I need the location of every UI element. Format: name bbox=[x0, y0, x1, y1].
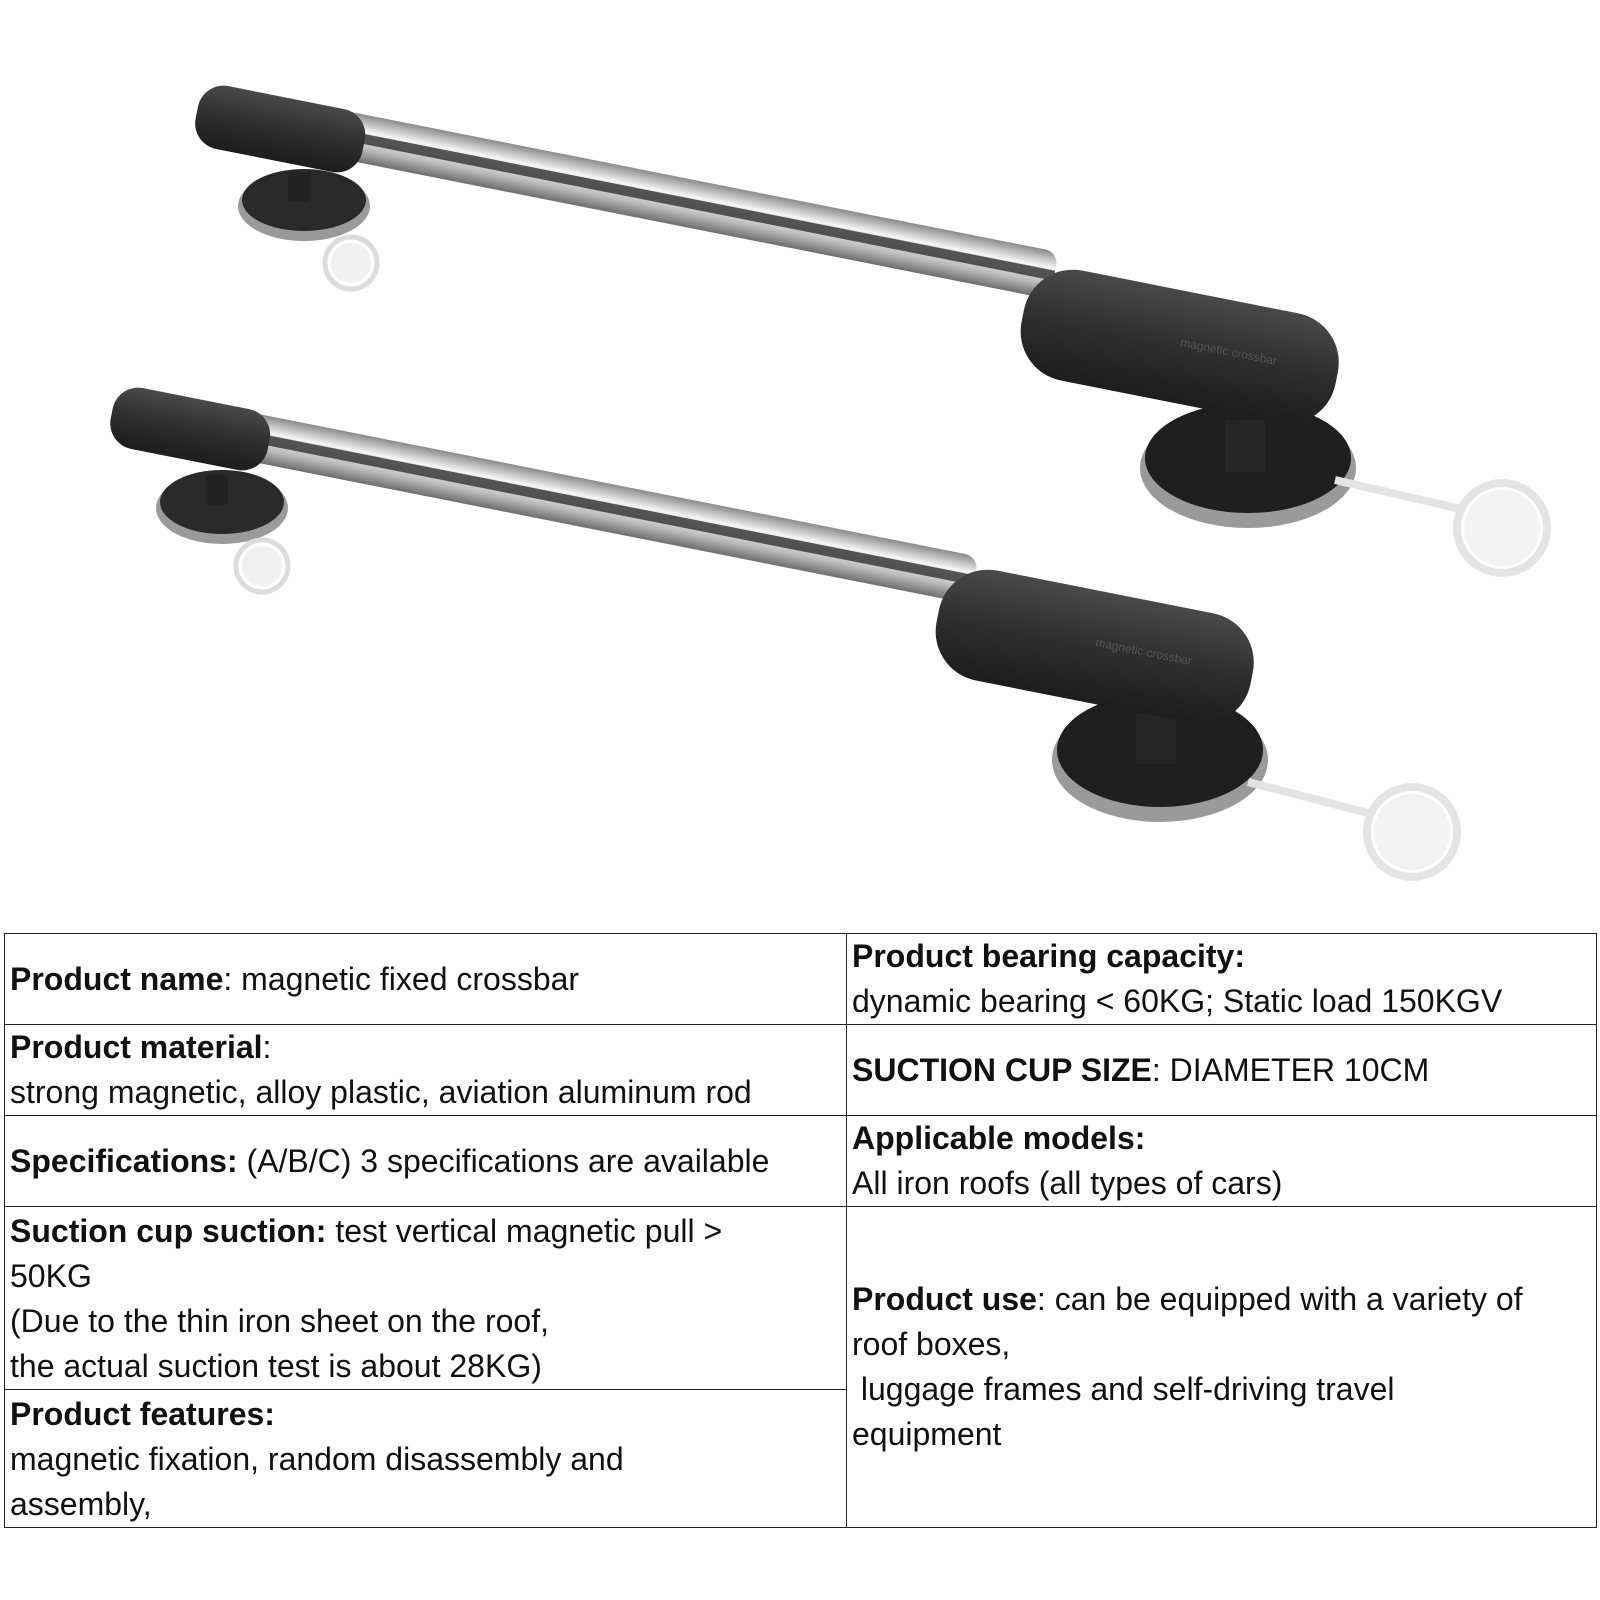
suction-cup-right-2 bbox=[1052, 693, 1457, 877]
cell-suction: Suction cup suction: test vertical magnetic pull > 50KG (Due to the thin iron sheet on the roof, the actual suction test is about 28KG) bbox=[5, 1207, 847, 1390]
suction-cup-size-label: SUCTION CUP SIZE bbox=[852, 1051, 1152, 1088]
cell-features: Product features: magnetic fixation, random disassembly and assembly, bbox=[5, 1390, 847, 1528]
table-row bbox=[5, 1025, 1597, 1116]
features-label: Product features: bbox=[10, 1396, 275, 1432]
product-name-label: Product name bbox=[10, 960, 224, 997]
table-row bbox=[5, 1207, 1597, 1390]
product-use-label: Product use bbox=[852, 1281, 1037, 1317]
material-value: strong magnetic, alloy plastic, aviation aluminum rod bbox=[10, 1074, 752, 1110]
product-name-value: magnetic fixed crossbar bbox=[241, 960, 580, 997]
material-label: Product material bbox=[10, 1029, 263, 1065]
end-cap-left-2 bbox=[106, 383, 275, 475]
suction-cup-left bbox=[238, 169, 377, 289]
end-cap-right bbox=[1012, 261, 1348, 433]
table-row bbox=[5, 1116, 1597, 1207]
specifications-label: Specifications: bbox=[10, 1142, 238, 1179]
table-row bbox=[5, 934, 1597, 1025]
cell-bearing-capacity bbox=[847, 934, 1597, 1025]
bearing-capacity-label: Product bearing capacity: bbox=[852, 938, 1245, 974]
suction-cup-left-2 bbox=[156, 470, 288, 592]
suction-cup-right bbox=[1140, 403, 1547, 573]
suction-label: Suction cup suction: bbox=[10, 1213, 327, 1249]
cell-specifications bbox=[5, 1116, 847, 1207]
cell-material: Product material: strong magnetic, alloy plastic, aviation aluminum rod bbox=[5, 1025, 847, 1116]
embossed-logo-2: magnetic crossbar bbox=[1094, 635, 1194, 668]
suction-cup-size-value: DIAMETER 10CM bbox=[1169, 1051, 1430, 1088]
applicable-models-label: Applicable models: bbox=[852, 1120, 1146, 1156]
embossed-logo: magnetic crossbar bbox=[1179, 335, 1279, 368]
specifications-value: (A/B/C) 3 specifications are available bbox=[237, 1142, 770, 1179]
cell-product-name: Product name: magnetic fixed crossbar bbox=[5, 934, 847, 1025]
cell-product-use: Product use: can be equipped with a variety of roof boxes, luggage frames and self-driving travel equipment bbox=[847, 1207, 1597, 1528]
end-cap-left bbox=[191, 81, 370, 177]
cell-applicable-models bbox=[847, 1116, 1597, 1207]
spec-table bbox=[4, 933, 1597, 1528]
applicable-models-value: All iron roofs (all types of cars) bbox=[852, 1165, 1283, 1201]
cell-suction-cup-size: SUCTION CUP SIZE: DIAMETER 10CM bbox=[847, 1025, 1597, 1116]
bearing-capacity-value: dynamic bearing < 60KG; Static load 150KGV bbox=[852, 983, 1503, 1019]
crossbar-top bbox=[191, 81, 1547, 573]
